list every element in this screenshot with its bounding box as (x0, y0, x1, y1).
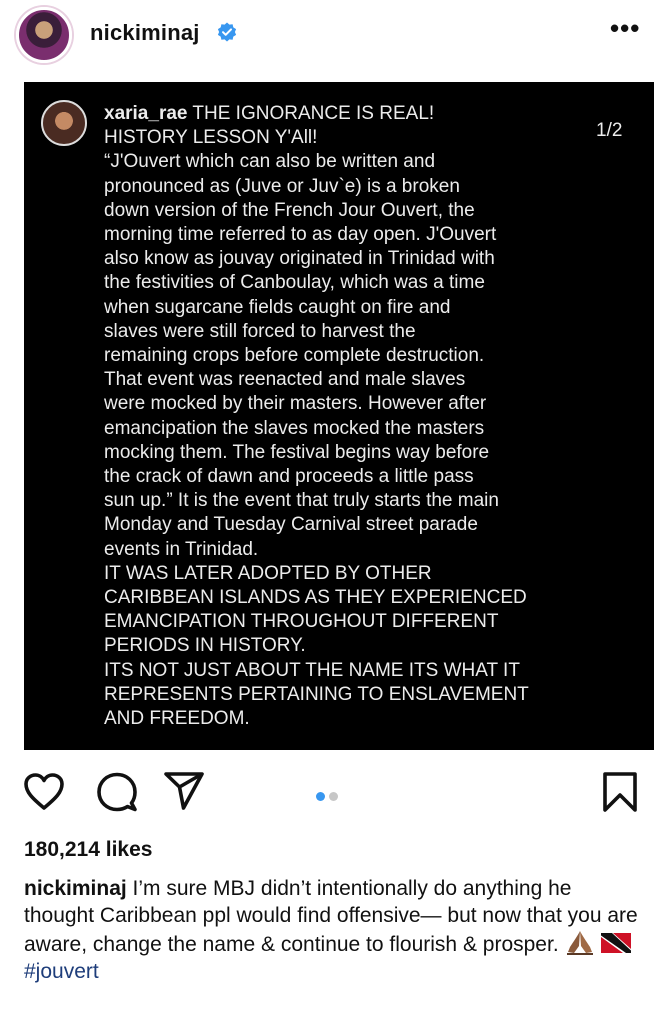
hashtag-link[interactable]: #jouvert (24, 959, 99, 983)
comment-body: THE IGNORANCE IS REAL! HISTORY LESSON Y'All! “J'Ouvert which can also be written and pronounced as (Juve or Juv`e) is a broken down version of the French Jour Ouvert, the morning time referred to as day open. J'Ouvert also know as jouvay originated in Trinidad with the festivities of Canboulay, which was a time when sugarcane fields caught on fire and slaves were still forced to harvest the remaining crops before complete destruction. That event was reenacted and male slaves were mocked by their masters. However after emancipation the slaves mocked the masters mocking them. The festival begins way before the crack of dawn and proceeds a little pass sun up.” It is the event that truly starts the main Monday and Tuesday Carnival street parade events in Trinidad. IT WAS LATER ADOPTED BY OTHER CARIBBEAN ISLANDS AS THEY EXPERIENCED EMANCIPATION THROUGHOUT DIFFERENT PERIODS IN HISTORY. ITS NOT JUST ABOUT THE NAME ITS WHAT IT REPRESENTS PERTAINING TO ENSLAVEMENT AND FREEDOM. (104, 103, 529, 730)
likes-count[interactable]: 180,214 likes (24, 838, 153, 861)
praying-hands-emoji-icon (565, 929, 595, 955)
action-bar (0, 770, 660, 820)
comment-avatar (41, 100, 87, 146)
carousel-dot (329, 792, 338, 801)
caption (24, 876, 644, 985)
caption-text: I’m sure MBJ didn’t intentionally do anything he thought Caribbean ppl would find offensive— but now that you are aware, change the name & continue to flourish & prosper. (24, 877, 638, 956)
more-options-button[interactable]: ••• (610, 13, 641, 43)
carousel-dot-active (316, 792, 325, 801)
post-header (0, 0, 660, 72)
share-icon[interactable] (162, 770, 206, 814)
verified-badge-icon (217, 22, 237, 42)
comment-text (104, 102, 604, 731)
trinidad-flag-icon (601, 933, 631, 953)
bookmark-icon[interactable] (598, 770, 642, 814)
caption-username[interactable]: nickiminaj (24, 877, 127, 900)
page-indicator: 1/2 (596, 120, 623, 141)
carousel-indicator (316, 788, 342, 806)
post-image[interactable] (24, 82, 654, 750)
comment-icon[interactable] (95, 770, 139, 814)
comment-username: xaria_rae (104, 103, 188, 124)
heart-icon[interactable] (22, 770, 66, 814)
username[interactable]: nickiminaj (90, 20, 200, 45)
avatar[interactable] (16, 7, 72, 63)
